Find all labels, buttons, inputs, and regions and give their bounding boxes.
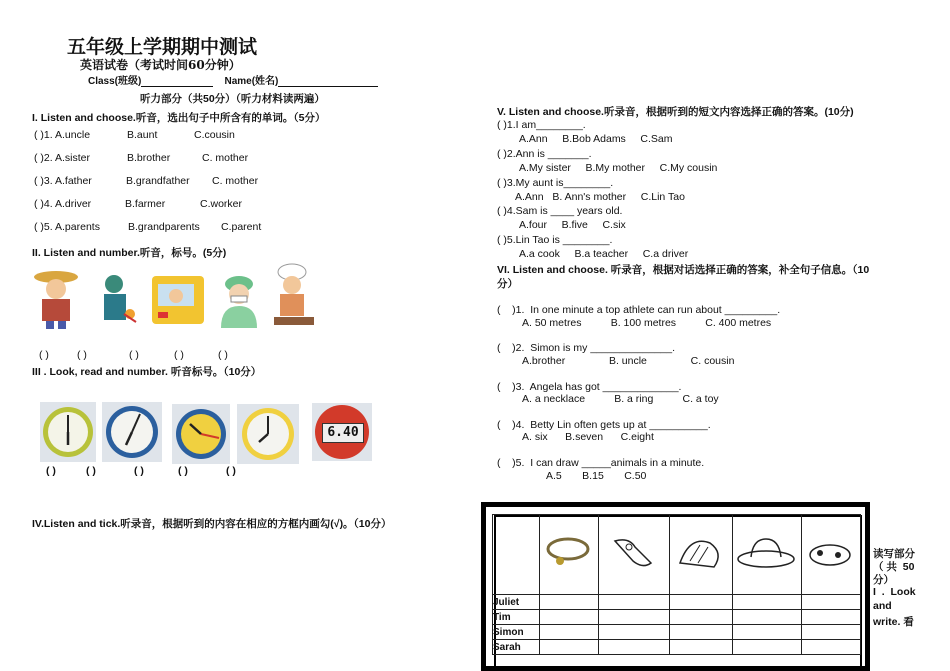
- section3-heading: III . Look, read and number. 听音标号。（10分）: [32, 366, 262, 378]
- exam-subtitle: 英语试卷（考试时间60分钟）: [80, 58, 241, 72]
- option-c: C. mother: [202, 152, 249, 164]
- option-b: B.grandparents: [128, 221, 200, 233]
- options: A.5 B.15 C.50: [546, 470, 647, 482]
- hat-icon: [733, 533, 799, 573]
- tick-box[interactable]: [599, 640, 670, 655]
- answer-blank[interactable]: ( ): [226, 465, 236, 477]
- name-label: Name(姓名): [224, 76, 279, 87]
- shell-icon: [670, 533, 730, 573]
- answer-blank[interactable]: ( ): [39, 349, 49, 361]
- hat-cell: [733, 515, 802, 595]
- answer-blank[interactable]: ( ): [86, 465, 96, 477]
- section2-heading: II. Listen and number.听音，标号。(5分): [32, 247, 227, 259]
- list-item[interactable]: ( )1. A.uncle: [34, 129, 91, 141]
- cook-icon: [270, 263, 320, 329]
- list-item[interactable]: ( )4. A.driver: [34, 198, 92, 210]
- tick-box[interactable]: [599, 595, 670, 610]
- tick-box[interactable]: [670, 610, 733, 625]
- options: A. a necklace B. a ring C. a toy: [522, 393, 719, 405]
- class-blank[interactable]: [141, 86, 213, 87]
- listening-part-heading: 听力部分（共50分）（听力材料读两遍）: [140, 93, 325, 105]
- answer-blank[interactable]: ( ): [218, 349, 228, 361]
- option-b: B.farmer: [125, 198, 166, 210]
- question[interactable]: ( )1.I am________.: [497, 119, 586, 131]
- bus-driver-icon: [150, 270, 206, 328]
- answer-blank[interactable]: ( ): [174, 349, 184, 361]
- answer-blank[interactable]: ( ): [178, 465, 188, 477]
- farmer-icon: [30, 267, 82, 329]
- tick-box[interactable]: [670, 625, 733, 640]
- row-label: Juliet: [493, 595, 540, 610]
- question[interactable]: ( )3.My aunt is________.: [497, 177, 614, 189]
- answer-blank[interactable]: ( ): [46, 465, 56, 477]
- clock-icon: [102, 402, 162, 462]
- list-item[interactable]: ( )2. A.sister: [34, 152, 91, 164]
- section6-heading: VI. Listen and choose. 听录音，根据对话选择正确的答案，补全句子信息。（10: [497, 264, 870, 276]
- answer-blank[interactable]: ( ): [134, 465, 144, 477]
- tick-box[interactable]: [540, 610, 599, 625]
- toy-cell: [802, 515, 861, 595]
- page-title: 五年级上学期期中测试: [67, 37, 258, 58]
- tick-box[interactable]: [540, 595, 599, 610]
- question[interactable]: ( )1. In one minute a top athlete can run about _________.: [497, 304, 781, 316]
- shell-cell: [670, 515, 733, 595]
- row-label: Tim: [493, 610, 540, 625]
- clock-icon: [172, 404, 230, 464]
- clock-icon: [237, 404, 299, 464]
- tick-box[interactable]: [540, 640, 599, 655]
- option-b: B.brother: [127, 152, 171, 164]
- digital-time: 6.40: [322, 423, 364, 443]
- tick-table: [492, 514, 861, 655]
- option-b: B.grandfather: [126, 175, 190, 187]
- tick-box[interactable]: [733, 610, 802, 625]
- tick-box[interactable]: [540, 625, 599, 640]
- hand-ring-icon: [599, 533, 667, 573]
- option-c: C.worker: [200, 198, 243, 210]
- section1-heading: I. Listen and choose.听音，选出句子中所含有的单词。（5分）: [32, 112, 326, 124]
- question[interactable]: ( )4.Sam is ____ years old.: [497, 205, 623, 217]
- row-label: Sarah: [493, 640, 540, 655]
- list-item[interactable]: ( )5. A.parents: [34, 221, 100, 233]
- question[interactable]: ( )5.Lin Tao is ________.: [497, 234, 613, 246]
- list-item[interactable]: ( )3. A.father: [34, 175, 92, 187]
- question[interactable]: ( )4. Betty Lin often gets up at __________.: [497, 419, 711, 431]
- tick-box[interactable]: [670, 595, 733, 610]
- tick-box[interactable]: [802, 610, 861, 625]
- options: A.Ann B.Bob Adams C.Sam: [519, 133, 673, 145]
- name-blank[interactable]: [278, 86, 378, 87]
- doctor-icon: [215, 274, 265, 328]
- toy-icon: [802, 533, 858, 573]
- options: A.My sister B.My mother C.My cousin: [519, 162, 718, 174]
- option-c: C.cousin: [194, 129, 235, 141]
- options: A.Ann B. Ann's mother C.Lin Tao: [515, 191, 685, 203]
- question[interactable]: ( )3. Angela has got _____________.: [497, 381, 682, 393]
- question[interactable]: ( )5. I can draw _____animals in a minute.: [497, 457, 705, 469]
- answer-blank[interactable]: ( ): [129, 349, 139, 361]
- class-field: [88, 72, 378, 87]
- options: A. six B.seven C.eight: [522, 431, 654, 443]
- options: A.brother B. uncle C. cousin: [522, 355, 735, 367]
- row-label: Simon: [493, 625, 540, 640]
- bracelet-cell: [540, 515, 599, 595]
- tick-box[interactable]: [733, 640, 802, 655]
- options: A.four B.five C.six: [519, 219, 626, 231]
- options: A. 50 metres B. 100 metres C. 400 metres: [522, 317, 772, 329]
- option-b: B.aunt: [127, 129, 158, 141]
- clock-icon: [40, 402, 96, 462]
- tick-box[interactable]: [733, 595, 802, 610]
- tick-box[interactable]: [733, 625, 802, 640]
- welder-icon: [92, 270, 140, 330]
- options: A.a cook B.a teacher C.a driver: [519, 248, 689, 260]
- bracelet-icon: [540, 533, 596, 573]
- tick-box[interactable]: [599, 610, 670, 625]
- section5-heading: V. Listen and choose.听录音，根据听到的短文内容选择正确的答案。(10分): [497, 106, 854, 118]
- class-label: Class(班级): [88, 76, 142, 87]
- tick-box[interactable]: [802, 625, 861, 640]
- tick-box[interactable]: [802, 595, 861, 610]
- answer-blank[interactable]: ( ): [77, 349, 87, 361]
- question[interactable]: ( )2. Simon is my ______________.: [497, 342, 676, 354]
- section4-heading: IV.Listen and tick.听录音，根据听到的内容在相应的方框内画勾(√)。（10分）: [32, 518, 392, 530]
- section6-heading-cont: 分）: [497, 278, 518, 290]
- question[interactable]: ( )2.Ann is _______.: [497, 148, 592, 160]
- digital-clock-icon: [312, 403, 372, 461]
- option-c: C.parent: [221, 221, 262, 233]
- tick-box[interactable]: [599, 625, 670, 640]
- tick-box[interactable]: [802, 640, 861, 655]
- tick-box[interactable]: [670, 640, 733, 655]
- option-c: C. mother: [212, 175, 259, 187]
- ring-cell: [599, 515, 670, 595]
